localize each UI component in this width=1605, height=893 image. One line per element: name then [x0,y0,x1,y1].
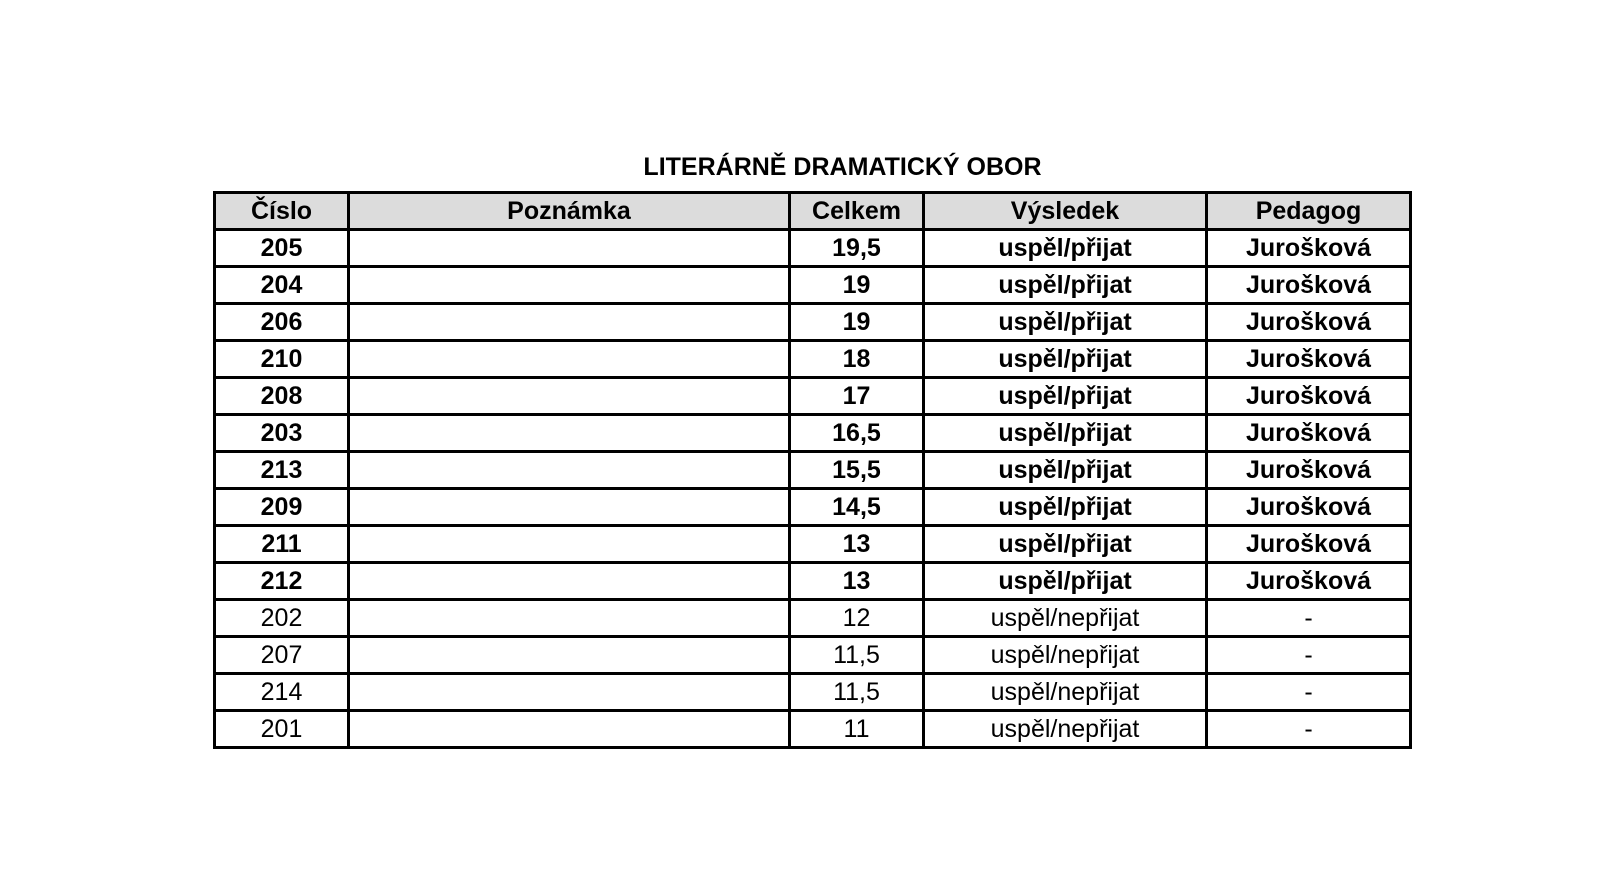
cell-teacher: - [1207,674,1411,711]
cell-note [349,674,790,711]
cell-number: 214 [215,674,349,711]
cell-note [349,600,790,637]
cell-result: uspěl/přijat [924,341,1207,378]
table-row [215,452,1411,489]
results-table [213,191,1412,749]
cell-result: uspěl/přijat [924,378,1207,415]
cell-number: 207 [215,637,349,674]
cell-number: 206 [215,304,349,341]
cell-note [349,267,790,304]
header-note: Poznámka [349,193,790,230]
cell-number: 202 [215,600,349,637]
header-number: Číslo [215,193,349,230]
cell-total: 19 [790,267,924,304]
cell-total: 12 [790,600,924,637]
cell-note [349,711,790,748]
table-row [215,378,1411,415]
cell-teacher: - [1207,711,1411,748]
cell-result: uspěl/přijat [924,563,1207,600]
cell-total: 11,5 [790,674,924,711]
cell-teacher: Jurošková [1207,267,1411,304]
cell-note [349,563,790,600]
cell-result: uspěl/nepřijat [924,600,1207,637]
cell-teacher: Jurošková [1207,415,1411,452]
cell-total: 15,5 [790,452,924,489]
header-result: Výsledek [924,193,1207,230]
cell-teacher: Jurošková [1207,230,1411,267]
cell-note [349,452,790,489]
cell-note [349,489,790,526]
cell-teacher: - [1207,600,1411,637]
cell-result: uspěl/přijat [924,267,1207,304]
table-row [215,304,1411,341]
cell-note [349,378,790,415]
header-row [215,193,1411,230]
cell-result: uspěl/přijat [924,415,1207,452]
cell-note [349,526,790,563]
cell-total: 11,5 [790,637,924,674]
table-row [215,637,1411,674]
table-row [215,711,1411,748]
cell-note [349,230,790,267]
cell-teacher: Jurošková [1207,526,1411,563]
cell-teacher: - [1207,637,1411,674]
cell-number: 209 [215,489,349,526]
cell-number: 205 [215,230,349,267]
cell-teacher: Jurošková [1207,563,1411,600]
cell-total: 19 [790,304,924,341]
header-teacher: Pedagog [1207,193,1411,230]
cell-total: 11 [790,711,924,748]
table-row [215,600,1411,637]
cell-number: 204 [215,267,349,304]
cell-note [349,341,790,378]
table-row [215,674,1411,711]
cell-number: 203 [215,415,349,452]
table-body [215,230,1411,748]
cell-result: uspěl/přijat [924,526,1207,563]
table-row [215,526,1411,563]
cell-total: 13 [790,563,924,600]
cell-teacher: Jurošková [1207,378,1411,415]
cell-result: uspěl/nepřijat [924,674,1207,711]
cell-teacher: Jurošková [1207,304,1411,341]
cell-result: uspěl/přijat [924,489,1207,526]
table-row [215,267,1411,304]
cell-number: 208 [215,378,349,415]
cell-number: 210 [215,341,349,378]
table-row [215,489,1411,526]
cell-teacher: Jurošková [1207,452,1411,489]
cell-result: uspěl/nepřijat [924,637,1207,674]
header-total: Celkem [790,193,924,230]
cell-result: uspěl/přijat [924,304,1207,341]
cell-total: 16,5 [790,415,924,452]
cell-result: uspěl/přijat [924,230,1207,267]
cell-result: uspěl/nepřijat [924,711,1207,748]
cell-total: 14,5 [790,489,924,526]
table-row [215,415,1411,452]
cell-note [349,415,790,452]
table-row [215,563,1411,600]
cell-result: uspěl/přijat [924,452,1207,489]
cell-total: 19,5 [790,230,924,267]
cell-number: 201 [215,711,349,748]
cell-number: 212 [215,563,349,600]
cell-total: 13 [790,526,924,563]
cell-number: 211 [215,526,349,563]
cell-number: 213 [215,452,349,489]
table-title: LITERÁRNĚ DRAMATICKÝ OBOR [643,153,1042,181]
cell-note [349,304,790,341]
cell-teacher: Jurošková [1207,341,1411,378]
cell-total: 17 [790,378,924,415]
cell-teacher: Jurošková [1207,489,1411,526]
cell-note [349,637,790,674]
table-row [215,341,1411,378]
cell-total: 18 [790,341,924,378]
table-row [215,230,1411,267]
